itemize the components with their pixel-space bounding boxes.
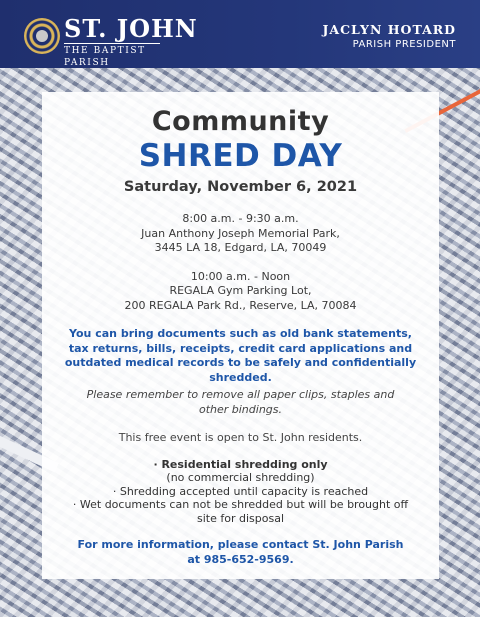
- bullet-item: · Residential shredding only: [153, 457, 328, 471]
- bullet-item: · Shredding accepted until capacity is reached: [112, 484, 369, 498]
- location-1-place: Juan Anthony Joseph Memorial Park,: [141, 226, 340, 240]
- bullet-item: (no commercial shredding): [166, 471, 315, 484]
- location-2-place: REGALA Gym Parking Lot,: [169, 284, 312, 297]
- parish-logo: [64, 16, 198, 69]
- location-2-time: 10:00 a.m. - Noon: [190, 269, 291, 283]
- brand-subtitle: THE BAPTIST PARISH: [64, 43, 160, 69]
- event-date: Saturday, November 6, 2021: [123, 179, 358, 195]
- contact-line-1: For more information, please contact St. John Parish: [77, 538, 404, 551]
- parish-seal-icon: [24, 18, 60, 54]
- header-bar: [0, 0, 480, 68]
- reminder-note: Please remember to remove all paper clips, staples and other bindings.: [86, 388, 395, 416]
- title-community: Community: [151, 106, 330, 137]
- contact-info: [42, 537, 439, 567]
- location-1-address: 3445 LA 18, Edgard, LA, 70049: [154, 241, 327, 254]
- brand-name: ST. JOHN: [64, 14, 198, 43]
- bullet-item: · Wet documents can not be shredded but will be brought off site for disposal: [72, 498, 409, 525]
- free-event-note: This free event is open to St. John residents.: [118, 431, 363, 444]
- flyer-card: [42, 92, 439, 579]
- president-name: JACLYN HOTARD: [322, 22, 456, 37]
- documents-note: You can bring documents such as old bank statements, tax returns, bills, receipts, credit card applications and outdated medical records to be safely and confidentially shredded.: [64, 327, 417, 384]
- location-1-time: 8:00 a.m. - 9:30 a.m.: [182, 212, 299, 225]
- location-1: [42, 212, 439, 256]
- location-2: [42, 270, 439, 314]
- location-2-address: 200 REGALA Park Rd., Reserve, LA, 70084: [124, 298, 357, 312]
- contact-line-2: at 985-652-9569.: [187, 553, 294, 566]
- president-block: [323, 22, 457, 50]
- title-shred-day: SHRED DAY: [138, 138, 343, 174]
- president-title: PARISH PRESIDENT: [352, 39, 456, 50]
